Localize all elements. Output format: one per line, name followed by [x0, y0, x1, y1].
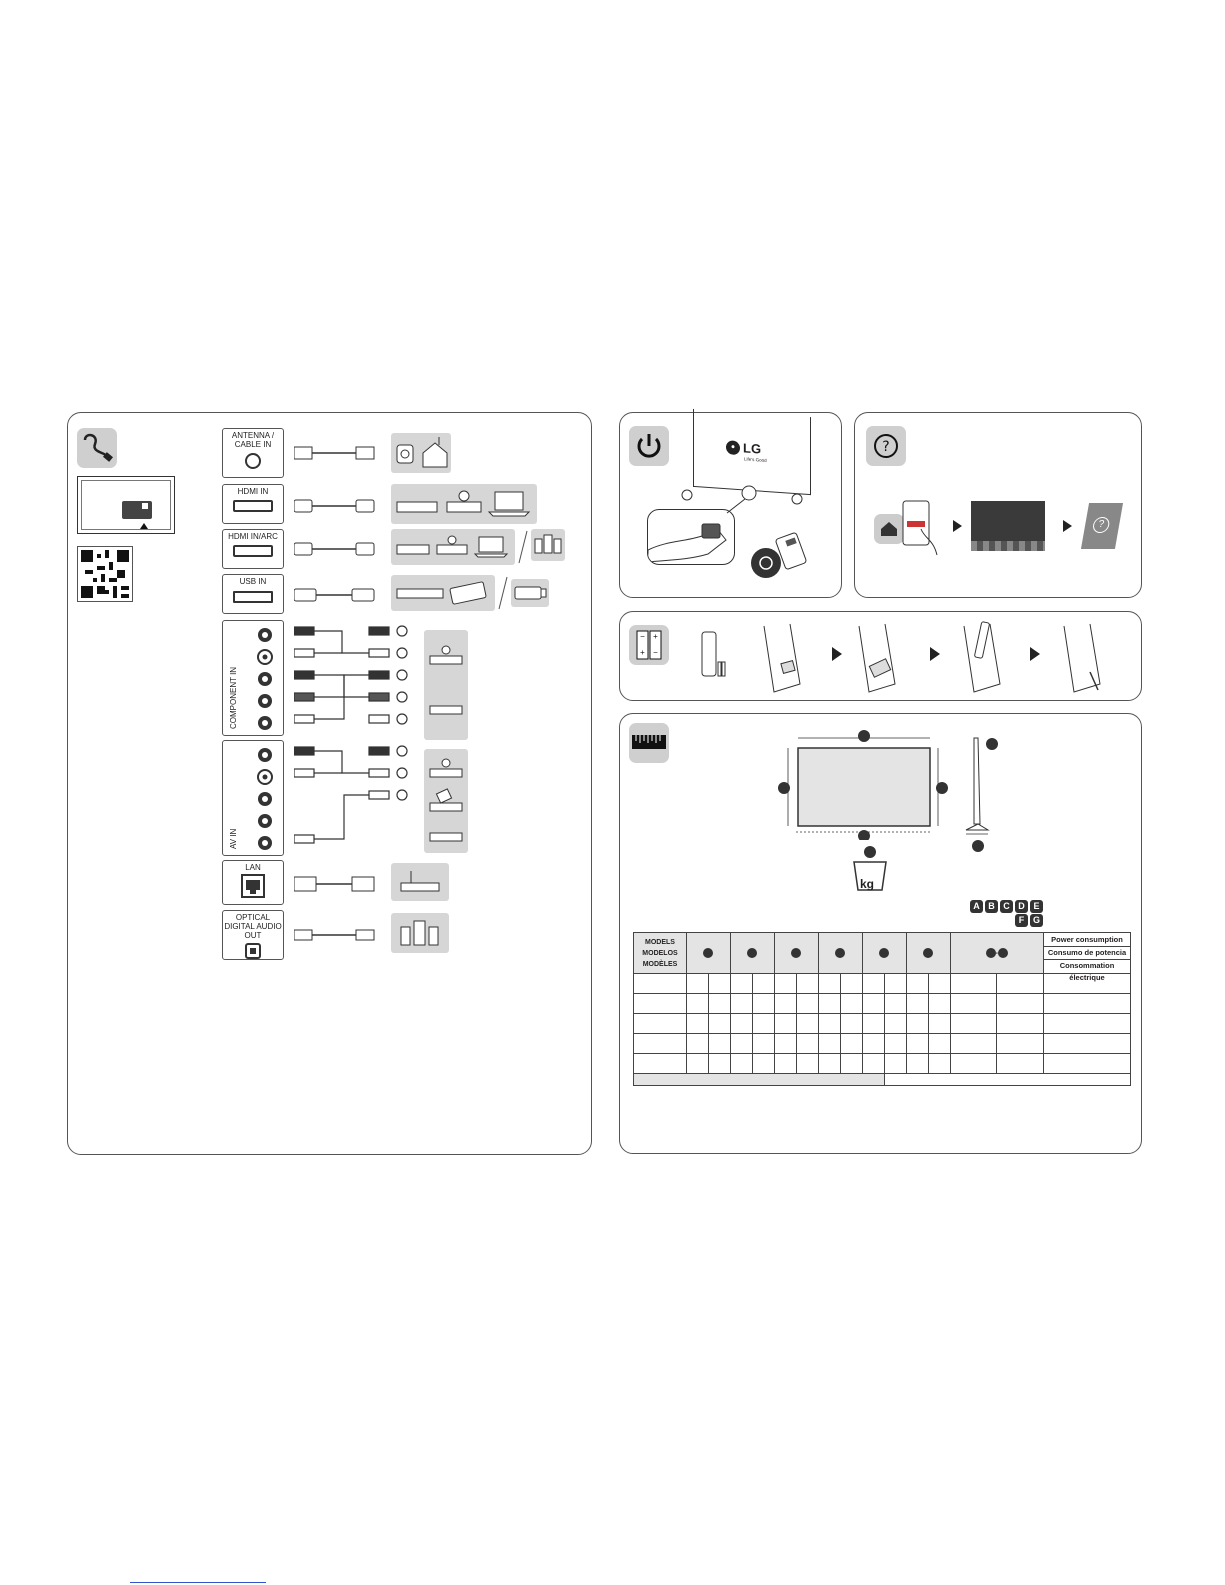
soundbar-device-box — [531, 529, 565, 561]
house-antenna-icon — [391, 433, 451, 473]
svg-text:−: − — [653, 648, 658, 657]
battery-step-2 — [855, 622, 905, 696]
table-header-row — [634, 933, 1131, 974]
legend-badge: B — [985, 900, 998, 913]
usb-stick-box — [511, 579, 549, 607]
port-optical — [222, 910, 284, 960]
remote-power-closeup — [748, 523, 818, 583]
legend-badge: C — [1000, 900, 1013, 913]
port-av-in — [222, 740, 284, 856]
power-button-closeup — [647, 509, 735, 565]
help-card-icon: ? — [1081, 503, 1123, 549]
port-label: USB IN — [239, 577, 267, 586]
legend-badges-row2 — [1015, 910, 1045, 928]
col-header — [818, 933, 862, 974]
ruler-icon — [629, 723, 669, 763]
port-component-in — [222, 620, 284, 736]
legend-badge: F — [1015, 914, 1028, 927]
legend-badge: A — [970, 900, 983, 913]
models-header: MODELS MODELOS MODÈLES — [634, 933, 687, 974]
home-button-icon — [874, 514, 904, 544]
svg-text:+: + — [640, 648, 645, 657]
port-label: HDMI IN/ARC — [228, 532, 278, 541]
svg-text:?: ? — [882, 439, 890, 455]
player-laptop-icons — [391, 529, 515, 565]
step-arrow — [832, 647, 842, 661]
tv-side-diagram — [960, 734, 1000, 854]
step-arrow — [930, 647, 940, 661]
port-label: HDMI IN — [237, 487, 269, 496]
qr-code-icon — [77, 546, 133, 602]
battery-icon-tile — [629, 625, 669, 665]
help-icon — [866, 426, 906, 466]
hdmi-cable — [294, 496, 379, 516]
port-label: COMPONENT IN — [229, 666, 238, 729]
player-laptop-icons — [391, 484, 537, 524]
tv-back-diagram — [77, 476, 175, 534]
port-hdmi-arc — [222, 529, 284, 569]
svg-text:+: + — [653, 632, 658, 641]
battery-step-1 — [760, 622, 810, 696]
usb-device-box — [391, 575, 495, 611]
table-row — [634, 1054, 1131, 1074]
separator-slash — [497, 575, 509, 611]
cable-icon — [77, 428, 117, 468]
footer-link-underline — [130, 1582, 266, 1583]
battery-icon — [629, 625, 669, 665]
power-consumption-header: Power consumption Consumo de potencia Consommation électrique — [1044, 933, 1131, 974]
component-device-box — [424, 630, 468, 740]
av-devices-icons — [424, 749, 468, 853]
brand-logo: LG — [743, 440, 762, 457]
finger-press-icon — [648, 510, 735, 565]
usb-cable — [294, 585, 379, 605]
optical-device-box — [391, 913, 449, 953]
power-icon — [629, 426, 669, 466]
usb-stick-icon — [511, 579, 549, 607]
hdmi-arc-device-box — [391, 529, 515, 565]
col-header: - — [950, 933, 1043, 974]
antenna-device-box — [391, 433, 451, 473]
component-cables — [294, 625, 414, 735]
col-header — [906, 933, 950, 974]
av-device-box — [424, 749, 468, 853]
battery-step-3 — [960, 620, 1010, 696]
power-icon-tile — [629, 426, 669, 466]
lan-jack — [241, 874, 265, 898]
router-icon — [391, 863, 449, 901]
port-label: LAN — [245, 863, 261, 872]
legend-badge: G — [1030, 914, 1043, 927]
port-label: OPTICAL DIGITAL AUDIO OUT — [224, 913, 282, 940]
table-row — [634, 974, 1131, 994]
col-header — [687, 933, 731, 974]
brand-tagline: Life's Good — [744, 456, 767, 464]
dvd-player-icons — [424, 630, 468, 740]
col-header — [862, 933, 906, 974]
port-usb-in — [222, 574, 284, 614]
weight-unit: kg — [860, 877, 875, 891]
table-row — [634, 994, 1131, 1014]
table-row — [634, 1014, 1131, 1034]
port-lan — [222, 860, 284, 905]
help-panel — [854, 412, 1142, 598]
remote-control-icon — [700, 630, 728, 680]
component-jacks — [255, 627, 275, 731]
dimensions-panel — [619, 713, 1142, 1154]
cable-icon-tile — [77, 428, 117, 468]
svg-text:−: − — [640, 632, 645, 641]
step-arrow — [953, 520, 962, 532]
step-arrow — [1063, 520, 1072, 532]
hdmi-device-box — [391, 484, 537, 524]
remote-power-icon — [748, 523, 818, 583]
spec-table — [633, 932, 1131, 1086]
antenna-cable — [294, 443, 379, 463]
help-screen-preview — [971, 501, 1045, 551]
tv-dimension-diagram — [774, 724, 974, 840]
optical-cable — [294, 925, 379, 945]
col-header — [730, 933, 774, 974]
separator-slash — [517, 529, 529, 565]
usb-hub-drive-icons — [391, 575, 495, 611]
legend-badge: D — [1015, 900, 1028, 913]
hdmi-arc-cable — [294, 539, 379, 559]
lan-device-box — [391, 863, 449, 901]
table-row — [634, 1034, 1131, 1054]
lan-cable — [294, 874, 379, 894]
port-hdmi-in — [222, 484, 284, 524]
port-antenna — [222, 428, 284, 478]
legend-badge: E — [1030, 900, 1043, 913]
av-jacks — [255, 747, 275, 851]
av-cables — [294, 745, 414, 855]
speaker-icon — [391, 913, 449, 953]
power-panel — [619, 412, 842, 598]
port-label: AV IN — [229, 828, 238, 849]
step-arrow — [1030, 647, 1040, 661]
port-label: ANTENNA / CABLE IN — [231, 431, 275, 449]
col-header — [774, 933, 818, 974]
speaker-icon — [531, 529, 565, 561]
battery-step-4 — [1060, 622, 1110, 696]
lg-logo-icon: ● — [726, 440, 740, 455]
table-footer-row — [634, 1074, 1131, 1086]
help-icon-tile — [866, 426, 906, 466]
connections-panel — [67, 412, 592, 1155]
ruler-icon-tile — [629, 723, 669, 763]
battery-panel — [619, 611, 1142, 701]
remote-hand-icon — [901, 499, 941, 561]
